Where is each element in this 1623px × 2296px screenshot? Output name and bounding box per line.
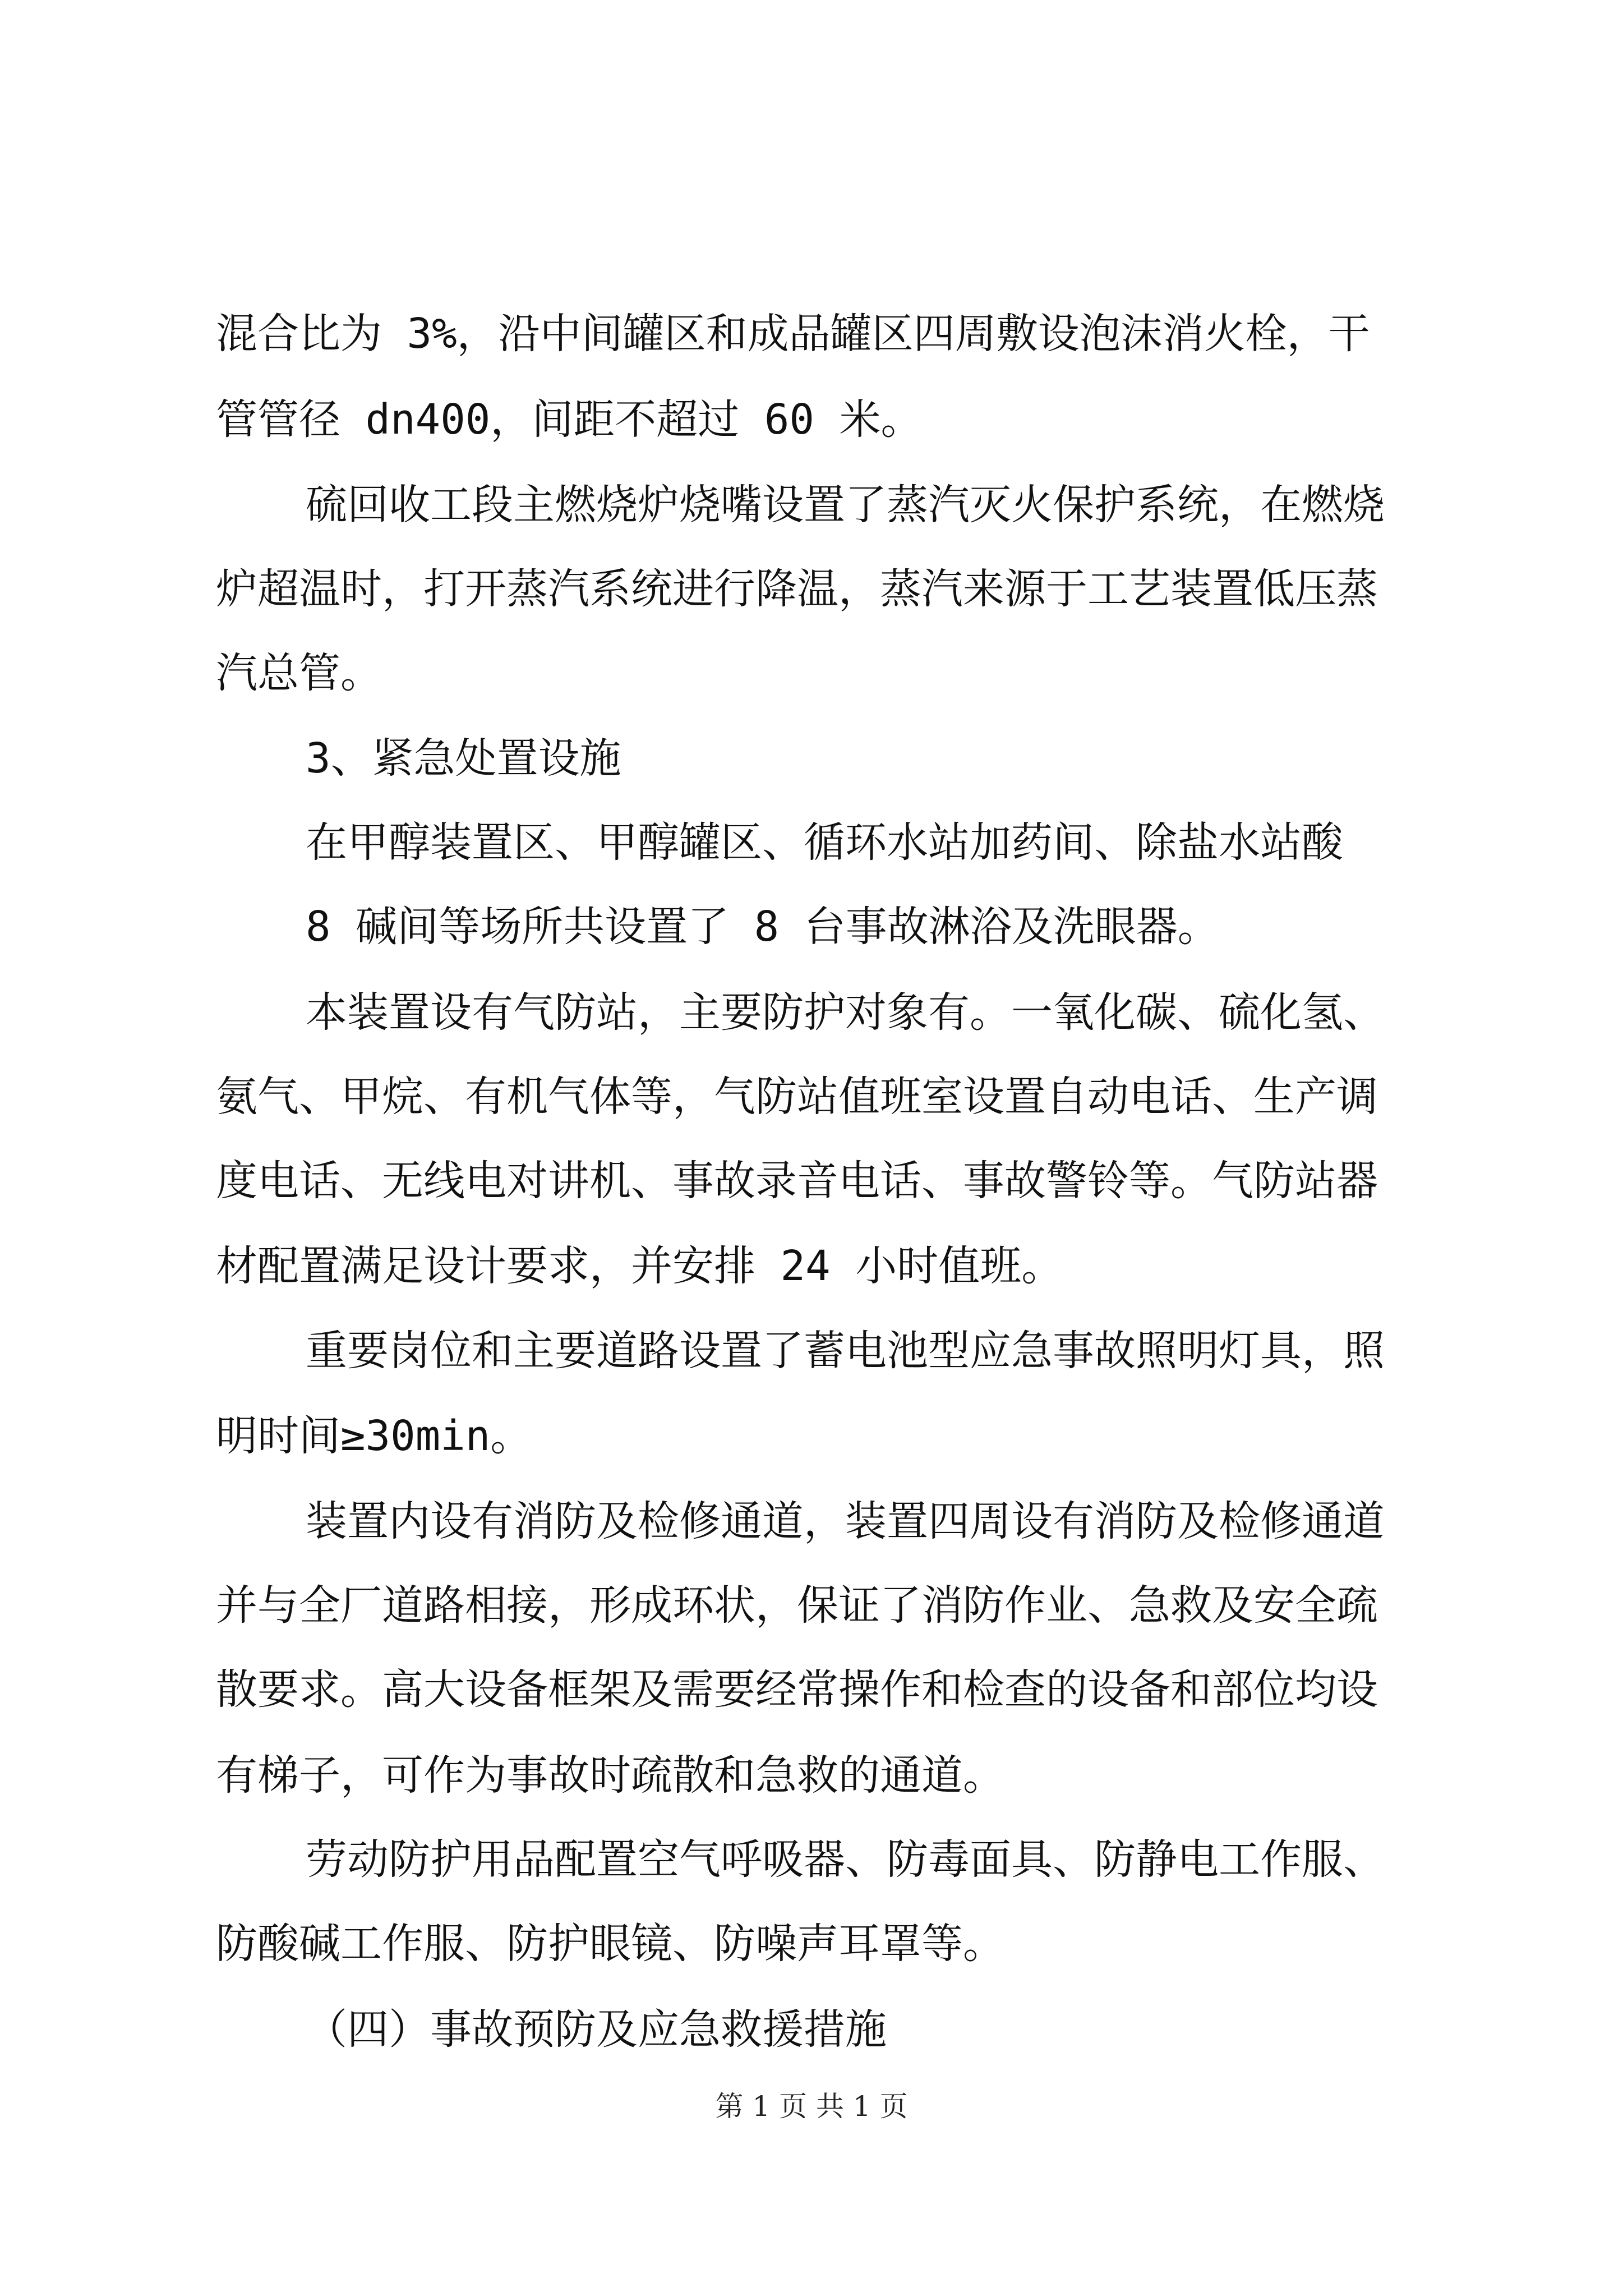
text-line-4: 炉超温时，打开蒸汽系统进行降温，蒸汽来源于工艺装置低压蒸 [216, 565, 1378, 613]
text-line-11: 度电话、无线电对讲机、事故录音电话、事故警铃等。气防站器 [216, 1157, 1378, 1205]
text-line-3: 硫回收工段主燃烧炉烧嘴设置了蒸汽灭火保护系统，在燃烧 [306, 481, 1385, 529]
text-line-14: 明时间≥30min。 [216, 1412, 532, 1460]
text-line-12: 材配置满足设计要求，并安排 24 小时值班。 [216, 1242, 1063, 1290]
text-line-17: 散要求。高大设备框架及需要经常操作和检查的设备和部位均设 [216, 1665, 1378, 1714]
text-line-1: 混合比为 3%，沿中间罐区和成品罐区四周敷设泡沫消火栓，干 [216, 310, 1370, 358]
text-line-13: 重要岗位和主要道路设置了蓄电池型应急事故照明灯具，照 [306, 1327, 1385, 1375]
text-line-2: 管管径 dn400，间距不超过 60 米。 [216, 395, 923, 444]
text-line-8: 8 碱间等场所共设置了 8 台事故淋浴及洗眼器。 [306, 903, 1219, 951]
section-heading-emergency: 3、紧急处置设施 [306, 734, 621, 783]
text-line-7: 在甲醇装置区、甲醇罐区、循环水站加药间、除盐水站酸 [306, 818, 1343, 867]
text-line-20: 防酸碱工作服、防护眼镜、防噪声耳罩等。 [216, 1920, 1004, 1968]
text-line-16: 并与全厂道路相接，形成环状，保证了消防作业、急救及安全疏 [216, 1581, 1378, 1630]
page-footer: 第 1 页 共 1 页 [715, 2090, 908, 2123]
text-line-18: 有梯子，可作为事故时疏散和急救的通道。 [216, 1751, 1004, 1800]
text-line-9: 本装置设有气防站，主要防护对象有。一氧化碳、硫化氢、 [306, 988, 1385, 1037]
text-line-5: 汽总管。 [216, 649, 382, 697]
text-line-10: 氨气、甲烷、有机气体等，气防站值班室设置自动电话、生产调 [216, 1073, 1378, 1121]
section-heading-accident-prevention: （四）事故预防及应急救援措施 [306, 2005, 887, 2054]
text-line-19: 劳动防护用品配置空气呼吸器、防毒面具、防静电工作服、 [306, 1835, 1385, 1884]
text-line-15: 装置内设有消防及检修通道，装置四周设有消防及检修通道 [306, 1497, 1385, 1545]
